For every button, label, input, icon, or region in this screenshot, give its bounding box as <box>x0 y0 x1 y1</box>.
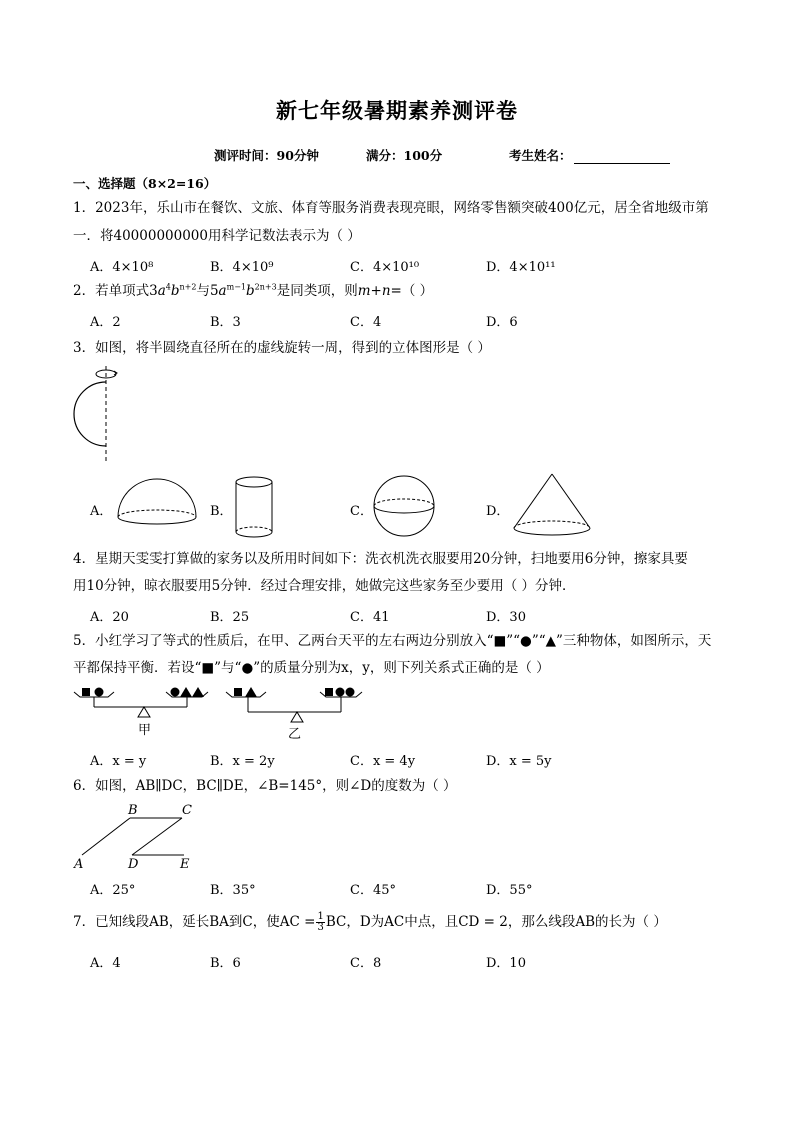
full-score: 满分：100分 <box>366 148 443 163</box>
q2-stem: 2．若单项式$3a^4b^{n+2}$与$5a^{m-1}b^{2n+3}$是同类项，则m+n=（ ） <box>73 282 434 299</box>
q5-line1: 5．小红学习了等式的性质后，在甲、乙两台天平的左右两边分别放入“■”“●”“▲”三种物体，如图所示，天 <box>73 633 712 649</box>
point-c: C <box>182 803 192 818</box>
q5-option-c[interactable]: C．x = 4y <box>350 754 416 769</box>
q4-option-a[interactable]: A．20 <box>90 610 129 625</box>
point-a: A <box>74 857 84 872</box>
q7-stem: 7．已知线段AB，延长BA到C，使AC = $\frac{1}{3}$ BC，D为AC中点，且CD = 2，那么线段AB的长为（ ） <box>73 911 667 933</box>
fraction-one-third: $\frac{1}{3}$ <box>317 911 324 933</box>
q2-option-a[interactable]: A．2 <box>90 315 121 330</box>
q6-option-c[interactable]: C．45° <box>350 883 396 898</box>
parallel-lines-figure <box>72 800 202 872</box>
q4-option-b[interactable]: B．25 <box>210 610 250 625</box>
q4-line1: 4．星期天雯雯打算做的家务以及所用时间如下：洗衣机洗衣服要用20分钟，扫地要用6分钟，擦家具要 <box>73 551 688 567</box>
monomial-1: $3a^4b^{n+2}$ <box>149 282 197 299</box>
q3-option-a[interactable]: A． <box>90 504 113 519</box>
balance-scale-jia <box>72 684 218 736</box>
q6-stem: 6．如图，AB∥DC，BC∥DE，∠B=145°，则∠D的度数为（ ） <box>73 778 457 794</box>
q1-option-d[interactable]: D．4×10¹¹ <box>486 260 556 275</box>
q4-line2: 用10分钟，晾衣服要用5分钟．经过合理安排，她做完这些家务至少要用（ ）分钟． <box>73 578 576 594</box>
monomial-2: $5a^{m-1}b^{2n+3}$ <box>209 282 277 299</box>
q2-option-c[interactable]: C．4 <box>350 315 382 330</box>
point-d: D <box>128 857 139 872</box>
q7-option-d[interactable]: D．10 <box>486 956 526 971</box>
q6-option-b[interactable]: B．35° <box>210 883 256 898</box>
scale-label-yi: 乙 <box>288 727 302 742</box>
q6-option-d[interactable]: D．55° <box>486 883 533 898</box>
q4-option-d[interactable]: D．30 <box>486 610 526 625</box>
q4-option-c[interactable]: C．41 <box>350 610 390 625</box>
point-b: B <box>128 803 138 818</box>
q2-option-d[interactable]: D．6 <box>486 315 518 330</box>
q1-option-c[interactable]: C．4×10¹⁰ <box>350 260 420 275</box>
q1-option-a[interactable]: A．4×10⁸ <box>90 260 154 275</box>
cone-shape <box>512 472 592 538</box>
exam-time: 测评时间：90分钟 <box>214 148 319 163</box>
point-e: E <box>180 857 190 872</box>
q7-option-c[interactable]: C．8 <box>350 956 382 971</box>
balance-scale-yi <box>224 684 370 742</box>
q5-option-b[interactable]: B．x = 2y <box>210 754 275 769</box>
q6-option-a[interactable]: A．25° <box>90 883 136 898</box>
q7-option-b[interactable]: B．6 <box>210 956 241 971</box>
q3-option-b[interactable]: B． <box>210 504 233 519</box>
q3-option-d[interactable]: D． <box>486 504 510 519</box>
q5-option-a[interactable]: A．x = y <box>90 754 147 769</box>
page-title: 新七年级暑期素养测评卷 <box>276 98 518 123</box>
student-name-field[interactable] <box>509 146 670 164</box>
q1-option-b[interactable]: B．4×10⁹ <box>210 260 274 275</box>
q3-option-c[interactable]: C． <box>350 504 373 519</box>
q1-line1: 1．2023年，乐山市在餐饮、文旅、体育等服务消费表现亮眼，网络零售额突破400亿元，居全省地级市第 <box>73 200 709 216</box>
q7-option-a[interactable]: A．4 <box>90 956 121 971</box>
q1-line2: 一．将40000000000用科学记数法表示为（ ） <box>73 228 361 244</box>
q5-line2: 平都保持平衡．若设“■”与“●”的质量分别为x，y，则下列关系式正确的是（ ） <box>73 660 550 676</box>
q5-option-d[interactable]: D．x = 5y <box>486 754 552 769</box>
section-heading: 一、选择题（8×2=16） <box>73 176 217 191</box>
sphere-shape <box>372 474 436 538</box>
student-name-label: 考生姓名： <box>509 148 572 163</box>
name-blank[interactable] <box>574 150 670 164</box>
q3-stem: 3．如图，将半圆绕直径所在的虚线旋转一周，得到的立体图形是（ ） <box>73 340 491 356</box>
q2-option-b[interactable]: B．3 <box>210 315 241 330</box>
cylinder-shape <box>234 476 274 538</box>
hemisphere-shape <box>116 477 198 529</box>
scale-label-jia: 甲 <box>138 723 152 738</box>
semicircle-rotation-figure <box>70 362 130 466</box>
expr-m-plus-n: m <box>357 283 371 299</box>
